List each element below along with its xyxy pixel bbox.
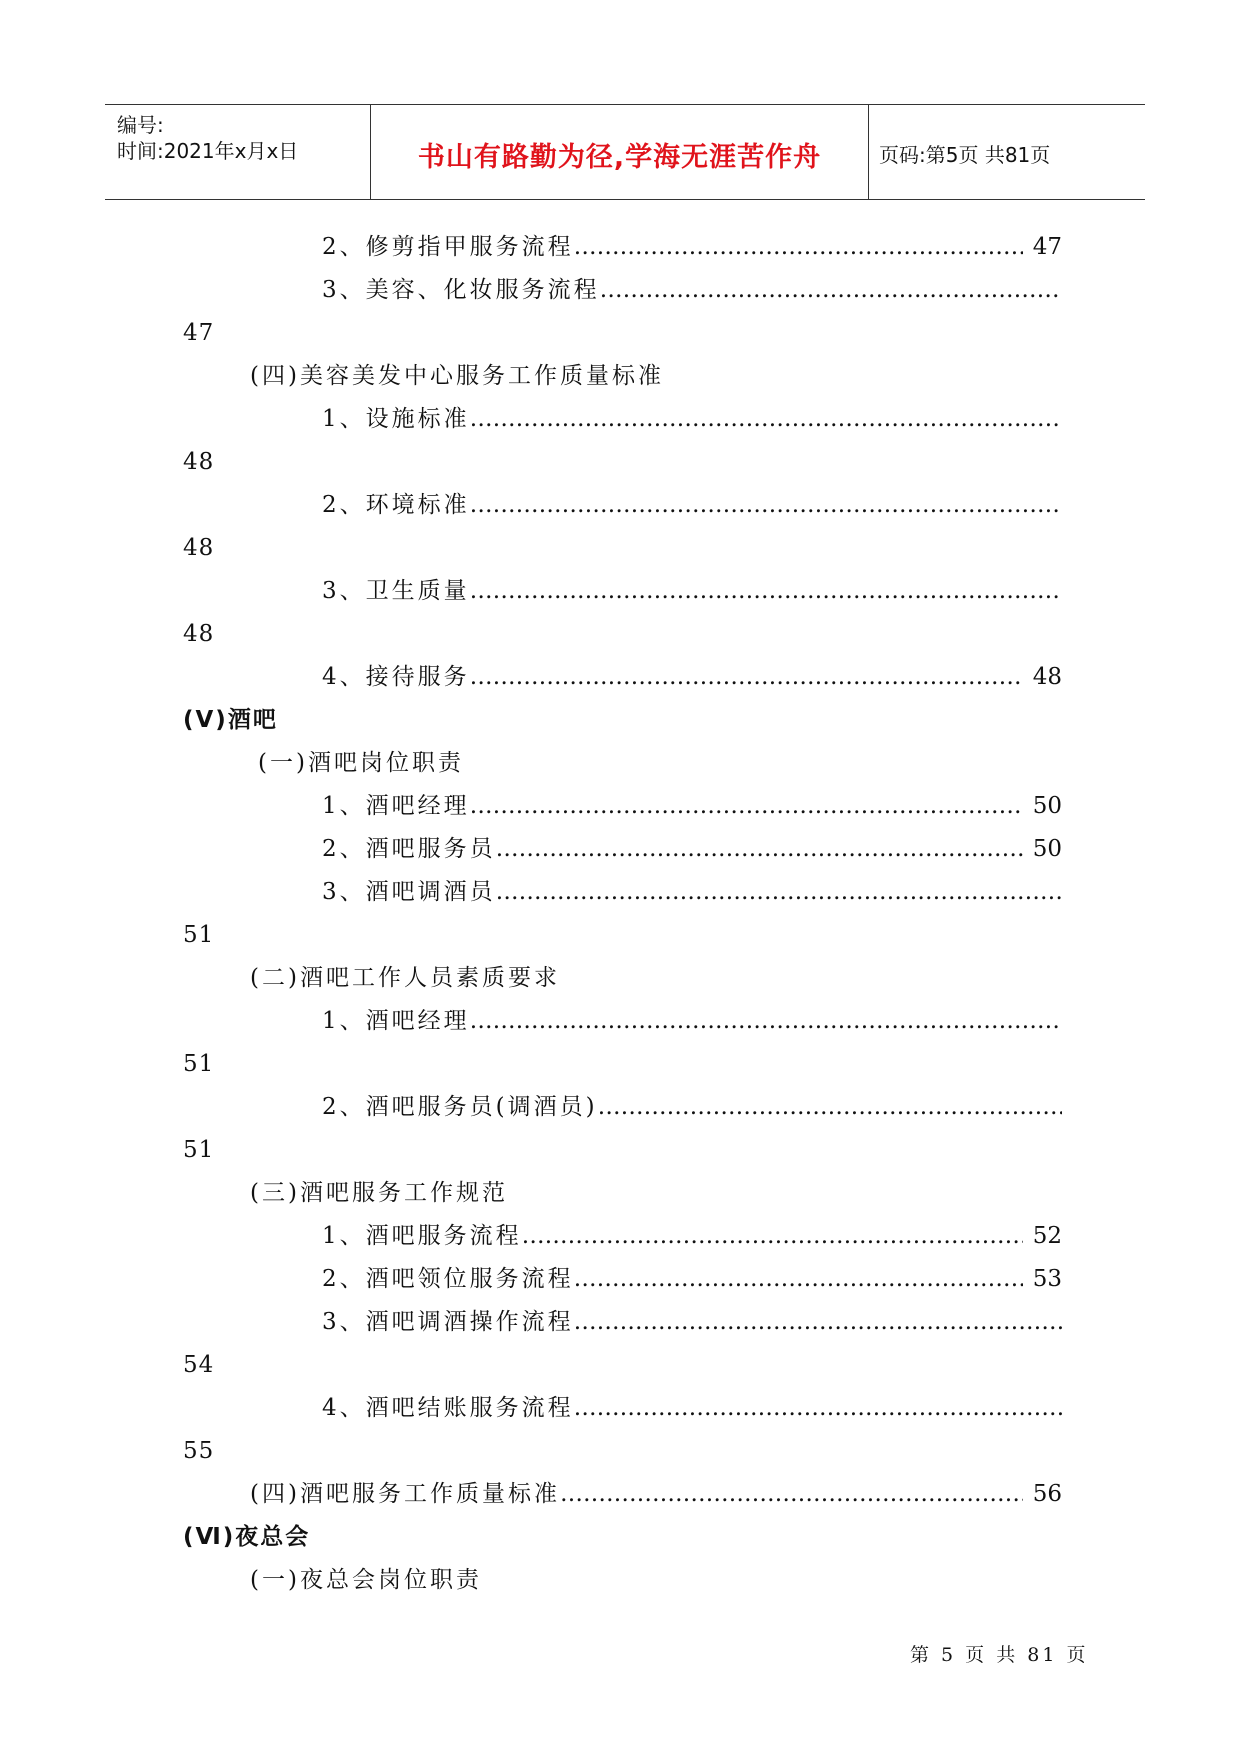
- toc-section-heading[interactable]: (一)夜总会岗位职责: [250, 1567, 482, 1593]
- document-number-label: 编号:: [117, 113, 164, 137]
- page-footer: 第 5 页 共 81 页: [910, 1644, 1089, 1666]
- toc-entry-title: 3、酒吧调酒操作流程: [322, 1309, 574, 1335]
- toc-entry-page: 50: [1032, 793, 1062, 819]
- toc-entry-title: 4、接待服务: [322, 664, 470, 690]
- toc-leader-dots: [470, 1006, 1062, 1036]
- toc-entry-page-wrapped: 55: [183, 1438, 215, 1464]
- toc-leader-dots: [496, 877, 1062, 907]
- toc-entry[interactable]: [322, 1006, 1062, 1036]
- toc-chapter-heading[interactable]: (Ⅴ)酒吧: [183, 707, 278, 733]
- toc-entry-title: 2、酒吧服务员: [322, 836, 496, 862]
- toc-entry[interactable]: [322, 1393, 1062, 1423]
- header-motto: 书山有路勤为径,学海无涯苦作舟: [417, 142, 822, 173]
- toc-entry-page: 56: [1032, 1481, 1062, 1507]
- header-left-cell: [105, 105, 370, 199]
- toc-leader-dots: [470, 490, 1062, 520]
- header-motto-cell: [370, 105, 869, 199]
- toc-leader-dots: [600, 275, 1062, 305]
- toc-entry[interactable]: [322, 490, 1062, 520]
- toc-leader-dots: [574, 232, 1023, 262]
- toc-leader-dots: [560, 1479, 1023, 1509]
- toc-entry-title: 3、酒吧调酒员: [322, 879, 496, 905]
- toc-leader-dots: [522, 1221, 1023, 1251]
- document-time-label: 时间:2021年x月x日: [117, 139, 299, 163]
- toc-leader-dots: [598, 1092, 1062, 1122]
- toc-entry-title: 3、美容、化妆服务流程: [322, 277, 600, 303]
- toc-entry-title: 2、酒吧领位服务流程: [322, 1266, 574, 1292]
- toc-section-heading[interactable]: (四)美容美发中心服务工作质量标准: [250, 363, 664, 389]
- toc-leader-dots: [470, 662, 1023, 692]
- toc-entry[interactable]: [250, 1479, 1062, 1509]
- toc-entry-page-wrapped: 48: [183, 535, 215, 561]
- toc-leader-dots: [574, 1264, 1023, 1294]
- toc-entry-page-wrapped: 48: [183, 621, 215, 647]
- toc-entry[interactable]: [322, 275, 1062, 305]
- toc-leader-dots: [470, 791, 1023, 821]
- toc-leader-dots: [470, 404, 1062, 434]
- toc-entry[interactable]: [322, 791, 1062, 821]
- toc-entry-title: 2、酒吧服务员(调酒员): [322, 1094, 598, 1120]
- toc-entry[interactable]: [322, 1307, 1062, 1337]
- toc-entry[interactable]: [322, 1264, 1062, 1294]
- toc-entry[interactable]: [322, 576, 1062, 606]
- toc-entry-page-wrapped: 51: [183, 1051, 215, 1077]
- toc-entry-title: 1、酒吧经理: [322, 1008, 470, 1034]
- toc-section-heading[interactable]: (一)酒吧岗位职责: [258, 750, 464, 776]
- toc-entry[interactable]: [322, 1092, 1062, 1122]
- toc-entry[interactable]: [322, 662, 1062, 692]
- toc-entry-title: 2、环境标准: [322, 492, 470, 518]
- toc-entry-title: 1、酒吧服务流程: [322, 1223, 522, 1249]
- toc-chapter-heading[interactable]: (Ⅵ)夜总会: [183, 1524, 311, 1550]
- toc-entry-page-wrapped: 51: [183, 1137, 215, 1163]
- toc-entry[interactable]: [322, 834, 1062, 864]
- toc-entry-page: 53: [1032, 1266, 1062, 1292]
- toc-section-heading[interactable]: (三)酒吧服务工作规范: [250, 1180, 508, 1206]
- toc-leader-dots: [496, 834, 1023, 864]
- toc-entry-page: 48: [1032, 664, 1062, 690]
- toc-entry-page-wrapped: 51: [183, 922, 215, 948]
- toc-entry[interactable]: [322, 232, 1062, 262]
- toc-leader-dots: [574, 1307, 1062, 1337]
- toc-entry-title: 4、酒吧结账服务流程: [322, 1395, 574, 1421]
- toc-entry-page: 47: [1032, 234, 1062, 260]
- toc-entry-page: 52: [1032, 1223, 1062, 1249]
- toc-entry-page-wrapped: 54: [183, 1352, 215, 1378]
- toc-entry-page-wrapped: 48: [183, 449, 215, 475]
- toc-entry-title: 1、设施标准: [322, 406, 470, 432]
- toc-entry-title: (四)酒吧服务工作质量标准: [250, 1481, 560, 1507]
- toc-entry-title: 1、酒吧经理: [322, 793, 470, 819]
- toc-entry[interactable]: [322, 404, 1062, 434]
- document-header: [105, 104, 1145, 200]
- toc-entry-page-wrapped: 47: [183, 320, 215, 346]
- toc-entry-page: 50: [1032, 836, 1062, 862]
- toc-entry-title: 2、修剪指甲服务流程: [322, 234, 574, 260]
- toc-entry-title: 3、卫生质量: [322, 578, 470, 604]
- header-page-info: 页码:第5页 共81页: [879, 143, 1051, 167]
- toc-entry[interactable]: [322, 1221, 1062, 1251]
- header-page-cell: [867, 105, 1145, 199]
- toc-section-heading[interactable]: (二)酒吧工作人员素质要求: [250, 965, 560, 991]
- toc-entry[interactable]: [322, 877, 1062, 907]
- toc-leader-dots: [574, 1393, 1062, 1423]
- toc-leader-dots: [470, 576, 1062, 606]
